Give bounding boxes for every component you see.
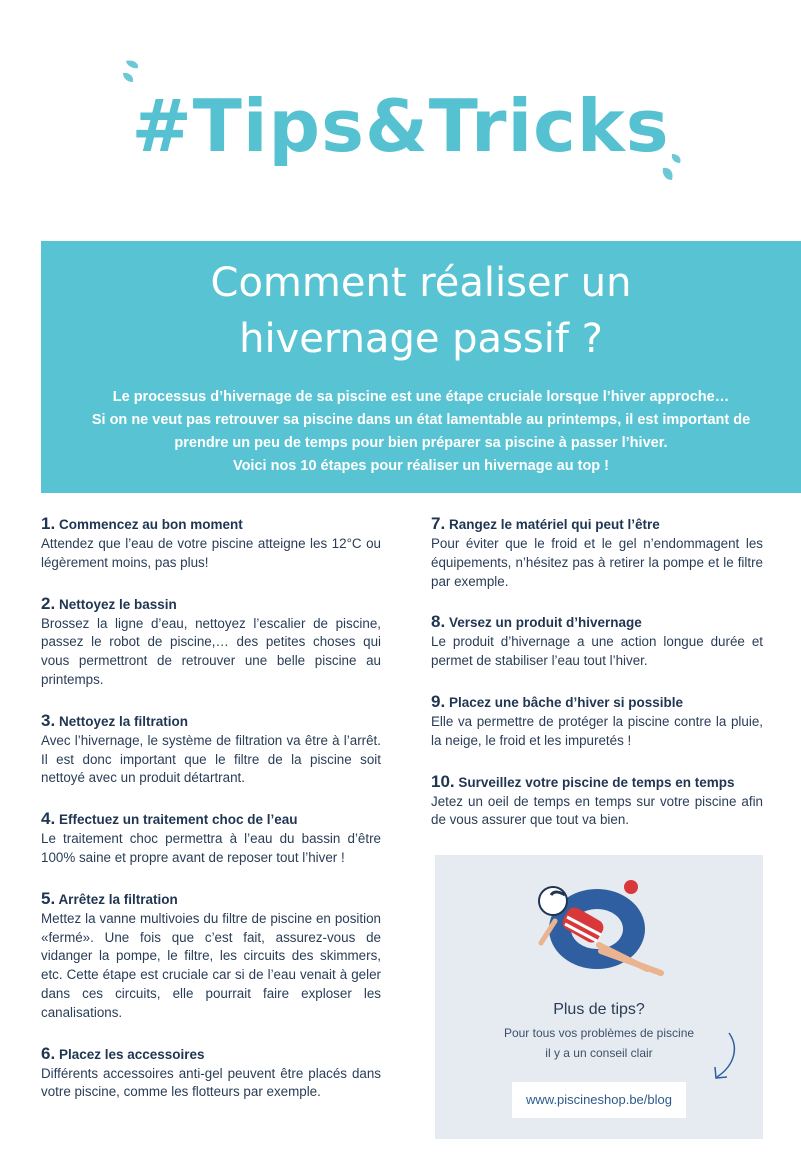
step-5: 5. Arrêtez la filtration Mettez la vanne multivoies du filtre de piscine en position «fermé». Une fois que c’est fait, assurez-vous de vidanger la pompe, le filtre, les circuits des skimmers, etc. Cette étape est cruciale car si de l’eau venait à geler dans ces circuits, elle pourrait faire exploser les canalisations. bbox=[41, 888, 381, 1020]
blog-promo-card bbox=[435, 855, 763, 1139]
promo-title: Plus de tips? bbox=[553, 1001, 645, 1018]
step-8: 8. Versez un produit d’hivernage Le produit d’hivernage a une action longue durée et permet de stabiliser l’eau tout l’hiver. bbox=[431, 612, 763, 669]
curved-arrow-icon bbox=[707, 1031, 743, 1085]
pool-float-illustration bbox=[535, 867, 675, 997]
step-6: 6. Placez les accessoires Différents accessoires anti-gel peuvent être placés dans votre piscine, comme les flotteurs par exemple. bbox=[41, 1043, 381, 1100]
intro-paragraph: Le processus d’hivernage de sa piscine est une étape cruciale lorsque l’hiver approche… Si on ne veut pas retrouver sa piscine dans un état lamentable au printemps, il est important de prendre un peu de temps pour bien préparer sa piscine à passer l’hiver. Voici nos 10 étapes pour réaliser un hivernage au top ! bbox=[91, 389, 751, 474]
step-9: 9. Placez une bâche d’hiver si possible Elle va permettre de protéger la piscine contre la pluie, la neige, le froid et les impuretés ! bbox=[431, 691, 763, 748]
water-drop-icon bbox=[121, 57, 145, 87]
step-2: 2. Nettoyez le bassin Brossez la ligne d’eau, nettoyez l’escalier de piscine, passez le robot de piscine,… des petites choses qui vous permettront de retrouver une belle piscine au printemps. bbox=[41, 593, 381, 687]
blog-link[interactable]: www.piscineshop.be/blog bbox=[512, 1082, 686, 1118]
page-title: Comment réaliser un hivernage passif ? bbox=[210, 260, 632, 362]
step-4: 4. Effectuez un traitement choc de l’eau Le traitement choc permettra à l’eau du bassin d’être 100% saine et propre avant de reposer tout l’hiver ! bbox=[41, 809, 381, 865]
promo-subtitle: Pour tous vos problèmes de piscine il y a un conseil clair bbox=[503, 1026, 695, 1060]
tips-tricks-logo: #Tips&Tricks bbox=[131, 84, 670, 168]
steps-column-left bbox=[41, 514, 381, 1123]
step-7: 7. Rangez le matériel qui peut l’être Pour éviter que le froid et le gel n’endommagent les équipements, n’hésitez pas à retirer la pompe et le filtre par exemple. bbox=[431, 514, 763, 589]
step-3: 3. Nettoyez la filtration Avec l’hivernage, le système de filtration va être à l’arrêt. Il est donc important que le filtre de la piscine soit nettoyé avec un produit détartrant. bbox=[41, 710, 381, 786]
water-drop-icon bbox=[660, 150, 688, 186]
steps-column-right bbox=[431, 514, 763, 851]
hero-banner bbox=[41, 241, 801, 493]
step-1: 1. Commencez au bon moment Attendez que l’eau de votre piscine atteigne les 12°C ou légèrement moins, pas plus! bbox=[41, 514, 381, 570]
step-10: 10. Surveillez votre piscine de temps en temps Jetez un oeil de temps en temps sur votre piscine afin de vous assurer que tout va bien. bbox=[431, 771, 763, 828]
